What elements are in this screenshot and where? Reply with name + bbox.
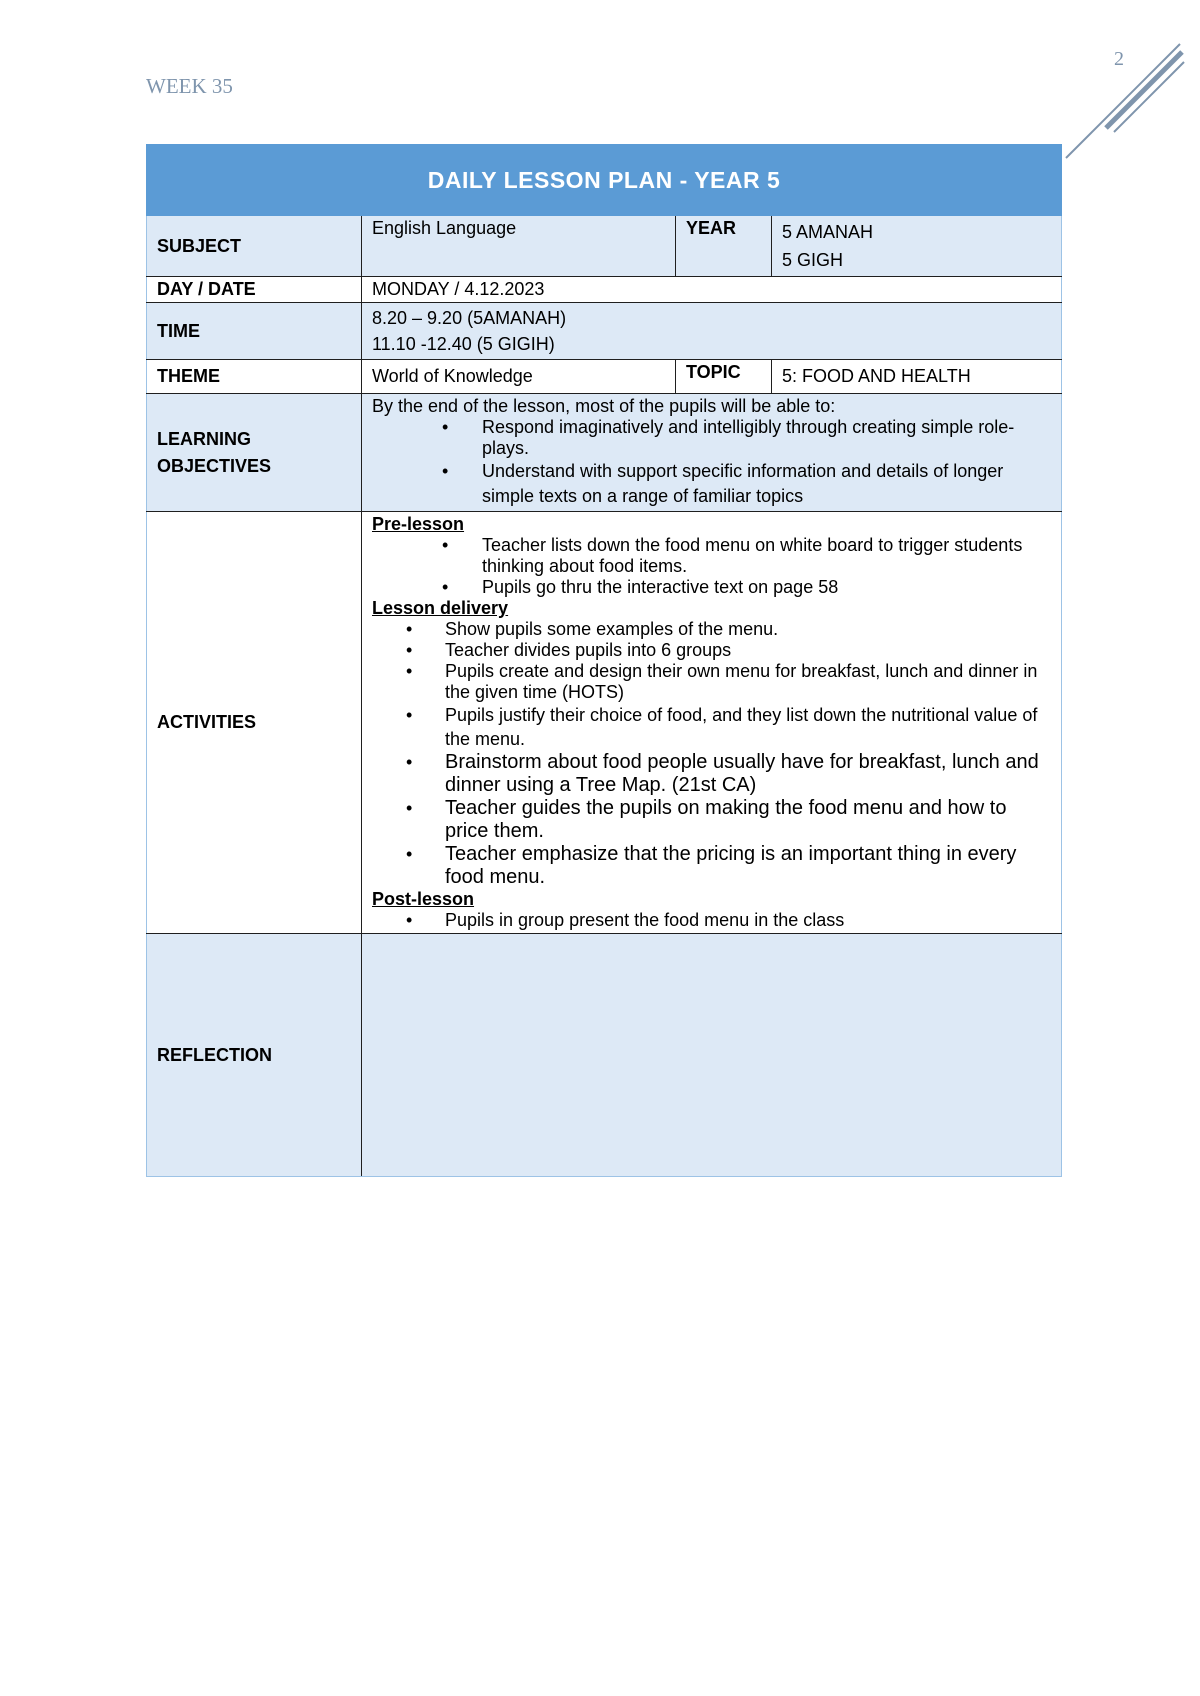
activities-label: ACTIVITIES	[147, 512, 362, 934]
pre-lesson-list	[372, 535, 1051, 598]
objectives-content	[362, 394, 1062, 512]
lesson-delivery-item: • Pupils justify their choice of food, and they list down the nutritional value of the menu.	[372, 703, 1051, 751]
lesson-delivery-item: • Show pupils some examples of the menu.	[372, 619, 1051, 640]
lesson-delivery-item: • Teacher emphasize that the pricing is an important thing in every food menu.	[372, 843, 1051, 889]
post-lesson-heading: Post-lesson	[372, 889, 475, 909]
time-row	[147, 303, 1062, 360]
theme-label: THEME	[147, 360, 362, 394]
page-number: 2	[1114, 48, 1124, 70]
subject-label: SUBJECT	[147, 216, 362, 277]
subject-row	[147, 216, 1062, 277]
lesson-delivery-item: • Pupils create and design their own menu for breakfast, lunch and dinner in the given time (HOTS)	[372, 661, 1051, 703]
theme-row	[147, 360, 1062, 394]
year-value	[772, 216, 1062, 277]
objective-item: • Understand with support specific information and details of longer simple texts on a range of familiar topics	[372, 459, 1051, 509]
subject-value: English Language	[362, 216, 676, 277]
corner-decoration	[1058, 40, 1188, 170]
theme-value: World of Knowledge	[362, 360, 676, 394]
topic-value: 5: FOOD AND HEALTH	[772, 360, 1062, 394]
header-week: WEEK 35	[146, 74, 233, 98]
reflection-value[interactable]	[362, 934, 1062, 1177]
date-row	[147, 277, 1062, 303]
day-date-label: DAY / DATE	[147, 277, 362, 303]
lesson-delivery-item: • Teacher divides pupils into 6 groups	[372, 640, 1051, 661]
pre-lesson-item: • Teacher lists down the food menu on white board to trigger students thinking about food items.	[372, 535, 1051, 577]
pre-lesson-item: • Pupils go thru the interactive text on page 58	[372, 577, 1051, 598]
day-date-value: MONDAY / 4.12.2023	[362, 277, 1062, 303]
reflection-label: REFLECTION	[147, 934, 362, 1177]
lesson-delivery-item: • Teacher guides the pupils on making the food menu and how to price them.	[372, 797, 1051, 843]
lesson-plan-table	[146, 144, 1062, 1177]
year-class-1: 5 AMANAH	[782, 222, 874, 242]
time-slot-2: 11.10 -12.40 (5 GIGIH)	[372, 334, 555, 354]
time-slot-1: 8.20 – 9.20 (5AMANAH)	[372, 308, 567, 328]
objectives-label: LEARNING OBJECTIVES	[147, 394, 362, 512]
lesson-delivery-list	[372, 619, 1051, 751]
table-title: DAILY LESSON PLAN - YEAR 5	[147, 145, 1062, 216]
activities-content	[362, 512, 1062, 934]
objectives-row	[147, 394, 1062, 512]
topic-label: TOPIC	[676, 360, 772, 394]
reflection-row	[147, 934, 1062, 1177]
activities-row	[147, 512, 1062, 934]
time-value	[362, 303, 1062, 360]
post-lesson-list	[372, 910, 1051, 931]
lesson-delivery-heading: Lesson delivery	[372, 598, 509, 618]
pre-lesson-heading: Pre-lesson	[372, 514, 465, 534]
lesson-delivery-item: • Brainstorm about food people usually have for breakfast, lunch and dinner using a Tree Map. (21st CA)	[372, 751, 1051, 797]
time-label: TIME	[147, 303, 362, 360]
year-class-2: 5 GIGH	[782, 250, 844, 270]
objective-item: • Respond imaginatively and intelligibly through creating simple role-plays.	[372, 417, 1051, 459]
objectives-list	[372, 417, 1051, 509]
objectives-intro: By the end of the lesson, most of the pupils will be able to:	[372, 396, 836, 416]
year-label: YEAR	[676, 216, 772, 277]
post-lesson-item: • Pupils in group present the food menu in the class	[372, 910, 1051, 931]
lesson-delivery-list-large	[372, 751, 1051, 889]
